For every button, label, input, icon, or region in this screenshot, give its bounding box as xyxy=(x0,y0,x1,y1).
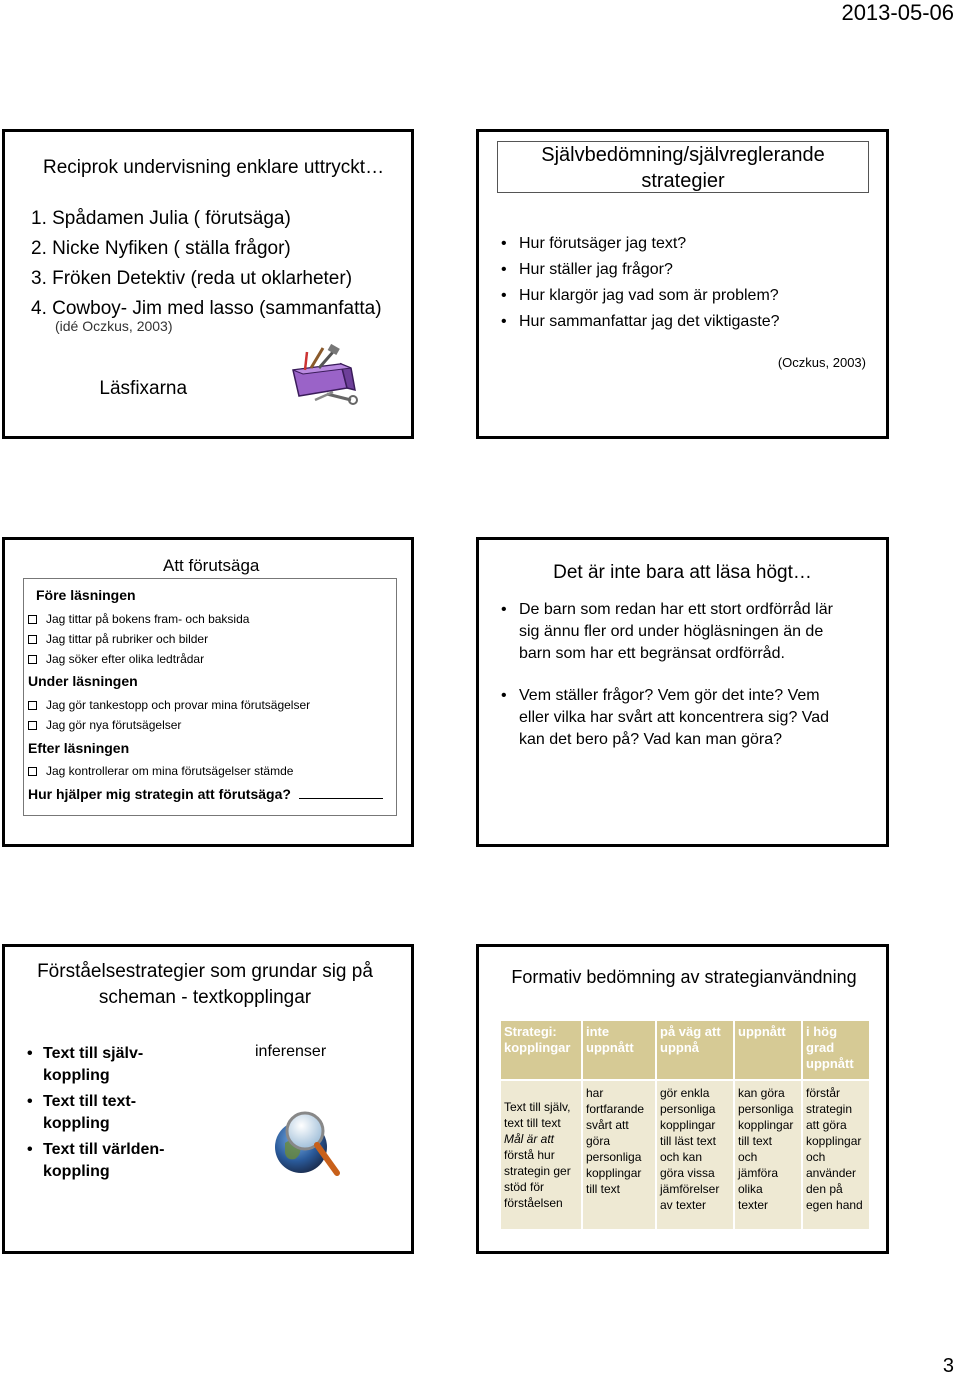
table-header: i hög grad uppnått xyxy=(802,1020,870,1080)
list-item: 2. Nicke Nyfiken ( ställa frågor) xyxy=(31,238,291,259)
table-header-row xyxy=(500,1020,870,1080)
list-item: • Text till själv- koppling xyxy=(25,1043,165,1087)
checklist-item: Jag tittar på bokens fram- och baksida xyxy=(28,612,249,626)
table-cell: gör enkla personliga kopplingar till läst text och kan göra vissa jämförelser av texter xyxy=(656,1080,734,1230)
checklist-box xyxy=(23,578,397,816)
list-item: • Text till världen- koppling xyxy=(25,1139,165,1183)
checkbox-icon xyxy=(28,767,37,776)
table-cell: förstår strategin att göra kopplingar och använder den på egen hand xyxy=(802,1080,870,1230)
table-header: på väg att uppnå xyxy=(656,1020,734,1080)
strategy-list xyxy=(31,204,382,324)
slide-title: Självbedömning/självreglerande strategier xyxy=(497,141,869,193)
table-header: inte uppnått xyxy=(582,1020,656,1080)
slide-title: Att förutsäga xyxy=(163,556,260,575)
table-row xyxy=(500,1080,870,1230)
slide-hogt-lasning xyxy=(476,537,889,847)
citation: (idé Oczkus, 2003) xyxy=(55,318,173,334)
list-item: • Hur sammanfattar jag det viktigaste? xyxy=(499,309,780,335)
list-item: 4. Cowboy- Jim med lasso (sammanfatta) xyxy=(31,298,382,319)
slide-title: Reciprok undervisning enklare uttryckt… xyxy=(43,157,385,178)
checklist-item: Jag gör nya förutsägelser xyxy=(28,718,181,732)
slide-formativ-bedomning xyxy=(476,944,889,1254)
checkbox-icon xyxy=(28,615,37,624)
table-header: Strategi: kopplingar xyxy=(500,1020,582,1080)
slide-title: Förståelsestrategier som grundar sig på scheman - textkopplingar xyxy=(37,961,373,1008)
question-list xyxy=(499,231,780,335)
header-date: 2013-05-06 xyxy=(841,0,954,25)
list-item: • Vem ställer frågor? Vem gör det inte? Vem eller vilka har svårt att koncentrera sig? Vad kan det bero på? Vad kan man göra? xyxy=(499,685,833,751)
connection-list xyxy=(25,1043,165,1187)
section-heading: Under läsningen xyxy=(28,673,138,689)
slide-reciprok xyxy=(2,129,414,439)
magnifying-glass-globe-icon xyxy=(267,1107,347,1187)
checkbox-icon xyxy=(28,721,37,730)
slide-forstaelsestrategier xyxy=(2,944,414,1254)
list-item: 3. Fröken Detektiv (reda ut oklarheter) xyxy=(31,268,353,289)
list-item: • Hur ställer jag frågor? xyxy=(499,257,780,283)
slide-att-forutsaga xyxy=(2,537,414,847)
page-number: 3 xyxy=(942,1355,954,1377)
assessment-table xyxy=(499,1019,871,1231)
question-line: Hur hjälper mig strategin att förutsäga? xyxy=(28,786,383,802)
slide-title: Det är inte bara att läsa högt… xyxy=(553,562,812,583)
table-cell: har fortfarande svårt att göra personliga kopplingar till text xyxy=(582,1080,656,1230)
list-item: • Hur klargör jag vad som är problem? xyxy=(499,283,780,309)
checkbox-icon xyxy=(28,701,37,710)
list-item: • Text till text- koppling xyxy=(25,1091,165,1135)
list-item: 1. Spådamen Julia ( förutsäga) xyxy=(31,208,291,229)
table-cell: kan göra personliga kopplingar till text och jämföra olika texter xyxy=(734,1080,802,1230)
list-item: • De barn som redan har ett stort ordförråd lär sig ännu fler ord under högläsningen än de barn som har ett begränsat ordförråd. xyxy=(499,599,833,665)
slide-title: Formativ bedömning av strategianvändning xyxy=(511,967,857,987)
toolbox-icon xyxy=(289,344,361,406)
section-heading: Efter läsningen xyxy=(28,740,130,756)
table-header: uppnått xyxy=(734,1020,802,1080)
citation: (Oczkus, 2003) xyxy=(777,355,866,370)
answer-blank xyxy=(299,798,383,799)
caption: Läsfixarna xyxy=(99,378,188,399)
checkbox-icon xyxy=(28,655,37,664)
checkbox-icon xyxy=(28,635,37,644)
checklist-item: Jag kontrollerar om mina förutsägelser stämde xyxy=(28,764,293,778)
checklist-item: Jag tittar på rubriker och bilder xyxy=(28,632,208,646)
checklist-item: Jag gör tankestopp och provar mina förutsägelser xyxy=(28,698,310,712)
list-item: • Hur förutsäger jag text? xyxy=(499,231,780,257)
slide-sjalvbedomning xyxy=(476,129,889,439)
bullet-list xyxy=(499,599,833,751)
table-cell: Text till själv, text till text Mål är att förstå hur strategin ger stöd för förståelsen xyxy=(500,1080,582,1230)
checklist-item: Jag söker efter olika ledtrådar xyxy=(28,652,204,666)
section-heading: Före läsningen xyxy=(36,587,136,603)
side-label: inferenser xyxy=(255,1043,327,1060)
